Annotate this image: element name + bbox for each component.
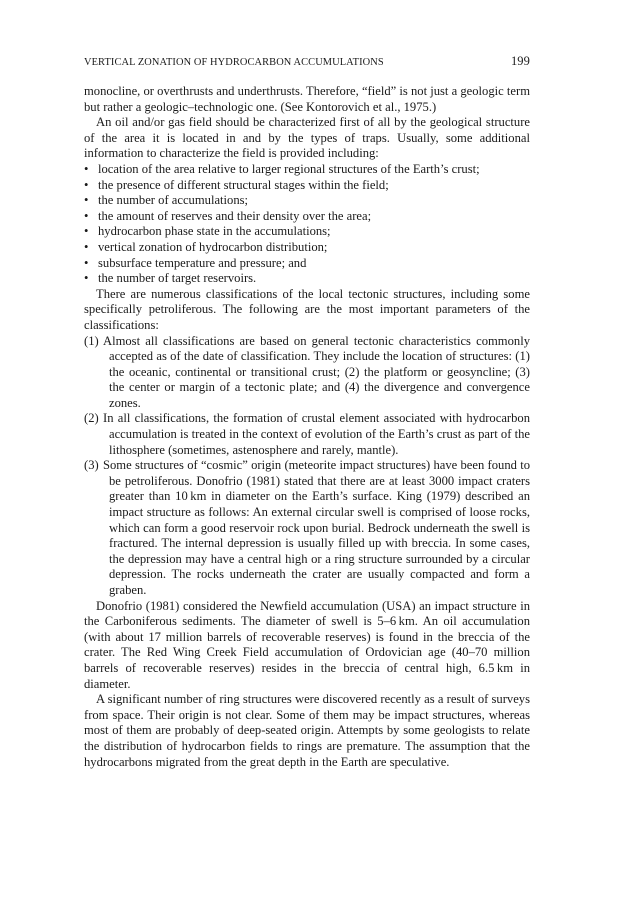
- item-text: Almost all classifications are based on general tectonic characteristics commonly accepted as of the date of classification. They include the location of structures: (1) the oceanic, continental or transitional crust; (2) the platform or geosyncline; (3) the center or margin of a tectonic plate; and (4) the divergence and convergence zones.: [103, 333, 530, 410]
- numbered-item: [84, 411, 530, 458]
- item-number: (2): [84, 411, 99, 426]
- numbered-item: [84, 458, 530, 598]
- list-item: • vertical zonation of hydrocarbon distribution;: [84, 240, 530, 256]
- running-title: VERTICAL ZONATION OF HYDROCARBON ACCUMULATIONS: [84, 57, 384, 68]
- list-item: • the presence of different structural stages within the field;: [84, 178, 530, 194]
- numbered-item: [84, 334, 530, 412]
- paragraph-field-characterization: An oil and/or gas field should be characterized first of all by the geological structure of the area it is located in and by the types of traps. Usually, some additional information to characterize the field is provided including:: [84, 115, 530, 161]
- list-item: • hydrocarbon phase state in the accumulations;: [84, 224, 530, 240]
- list-item: • the amount of reserves and their density over the area;: [84, 209, 530, 225]
- bullet-list: [84, 162, 530, 287]
- body-text: [84, 84, 530, 770]
- running-header: [84, 54, 530, 69]
- paragraph-classifications: There are numerous classifications of the local tectonic structures, including some specifically petroliferous. The following are the most important parameters of the classifications:: [84, 286, 530, 332]
- paragraph-ring-structures: A significant number of ring structures were discovered recently as a result of surveys from space. Their origin is not clear. Some of them may be impact structures, whereas most of them are probably of deep-seated origin. Attempts by some geologists to relate the distribution of hydrocarbon fields to rings are premature. The assumption that the hydrocarbons migrated from the great depth in the Earth are speculative.: [84, 692, 530, 769]
- item-text: In all classifications, the formation of crustal element associated with hydrocarbon accumulation is treated in the context of evolution of the Earth’s crust as part of the lithosphere (sometimes, astenosphere and rarely, mantle).: [103, 411, 530, 457]
- numbered-list: [84, 334, 530, 599]
- item-text: Some structures of “cosmic” origin (meteorite impact structures) have been found to be petroliferous. Donofrio (1981) stated that there are at least 3000 impact craters greater than 10 km in diameter on the Earth’s surface. King (1979) described an impact structure as follows: An external circular swell is comprised of loose rocks, which can form a good reservoir rock upon burial. Bedrock underneath the swell is fractured. The internal depression is usually filled up with breccia. In some cases, the depression may have a central high or a ring structure surrounded by a circular depression. The rocks underneath the crater are usually compacted and form a graben.: [103, 458, 530, 597]
- list-item: • the number of accumulations;: [84, 193, 530, 209]
- paragraph-newfield: Donofrio (1981) considered the Newfield accumulation (USA) an impact structure in the Carboniferous sediments. The diameter of swell is 5–6 km. An oil accumulation (with about 17 million barrels of recoverable reserves) is found in the breccia of the crater. The Red Wing Creek Field accumulation of Ordovician age (40–70 million barrels of recoverable reserves) resides in the breccia of central high, 6.5 km in diameter.: [84, 598, 530, 691]
- item-number: (1): [84, 333, 99, 348]
- page-number: 199: [510, 54, 530, 68]
- list-item: • the number of target reservoirs.: [84, 271, 530, 287]
- item-number: (3): [84, 458, 99, 473]
- list-item: • location of the area relative to larger regional structures of the Earth’s crust;: [84, 162, 530, 178]
- list-item: • subsurface temperature and pressure; and: [84, 256, 530, 272]
- paragraph-continuation: monocline, or overthrusts and underthrusts. Therefore, “field” is not just a geologic term but rather a geologic–technologic one. (See Kontorovich et al., 1975.): [84, 84, 530, 114]
